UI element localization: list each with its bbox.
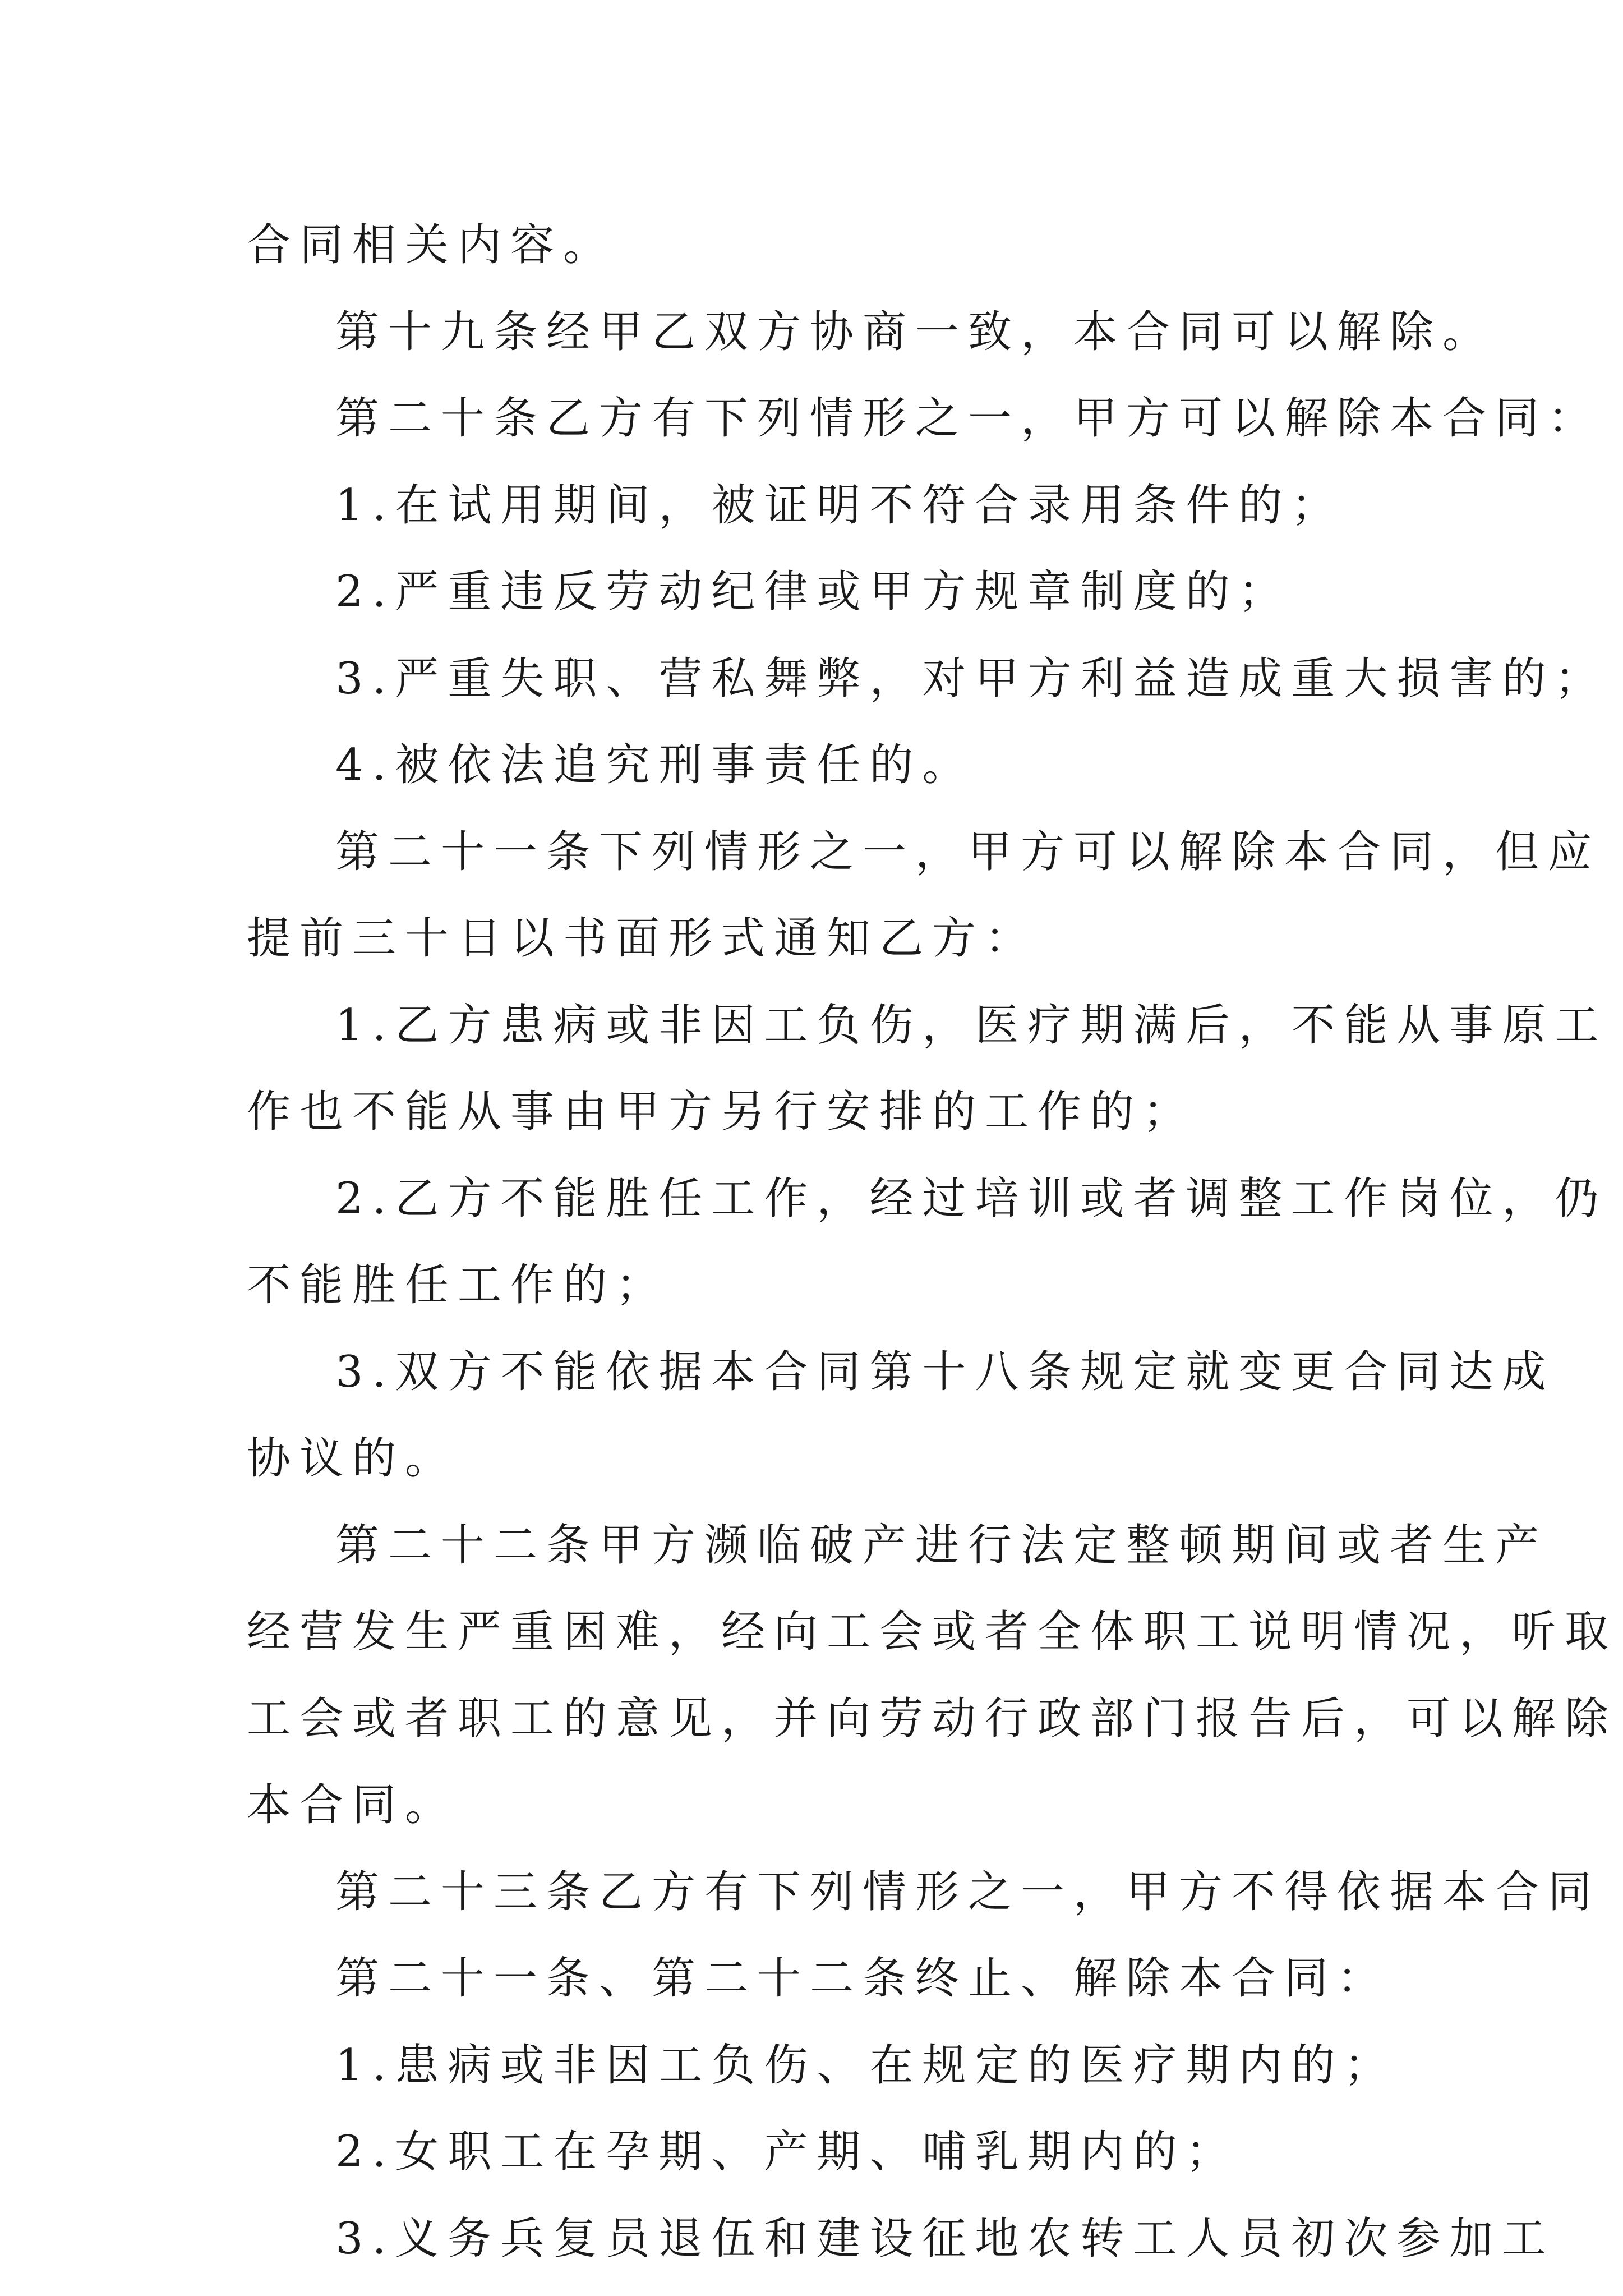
text-line: 第二十一条下列情形之一，甲方可以解除本合同，但应 bbox=[335, 826, 1601, 877]
text-line: 协议的。 bbox=[247, 1433, 458, 1484]
text-line: 第二十二条甲方濒临破产进行法定整顿期间或者生产 bbox=[335, 1520, 1548, 1571]
text-line: 1.在试用期间，被证明不符合录用条件的； bbox=[335, 480, 1344, 531]
text-line: 第二十三条乙方有下列情形之一，甲方不得依据本合同 bbox=[335, 1866, 1601, 1917]
text-line: 第二十条乙方有下列情形之一，甲方可以解除本合同： bbox=[335, 393, 1601, 444]
text-line: 工会或者职工的意见，并向劳动行政部门报告后，可以解除 bbox=[247, 1693, 1618, 1744]
text-line: 提前三十日以书面形式通知乙方： bbox=[247, 913, 1038, 964]
text-line: 2.女职工在孕期、产期、哺乳期内的； bbox=[335, 2127, 1239, 2177]
text-line: 第十九条经甲乙双方协商一致，本合同可以解除。 bbox=[335, 306, 1496, 357]
text-line: 合同相关内容。 bbox=[247, 220, 616, 270]
text-line: 2.乙方不能胜任工作，经过培训或者调整工作岗位，仍 bbox=[335, 1173, 1608, 1224]
text-line: 作也不能从事由甲方另行安排的工作的； bbox=[247, 1087, 1196, 1137]
text-line: 1.患病或非因工负伤、在规定的医疗期内的； bbox=[335, 2040, 1397, 2091]
text-line: 3.义务兵复员退伍和建设征地农转工人员初次参加工 bbox=[335, 2213, 1555, 2264]
text-line: 不能胜任工作的； bbox=[247, 1260, 669, 1310]
text-line: 经营发生严重困难，经向工会或者全体职工说明情况，听取 bbox=[247, 1607, 1618, 1657]
contract-body-text bbox=[247, 202, 1618, 2282]
text-line: 3.严重失职、营私舞弊，对甲方利益造成重大损害的； bbox=[335, 653, 1608, 704]
text-line: 第二十一条、第二十二条终止、解除本合同： bbox=[335, 1953, 1390, 2004]
text-line: 本合同。 bbox=[247, 1780, 458, 1830]
text-line: 1.乙方患病或非因工负伤，医疗期满后，不能从事原工 bbox=[335, 1000, 1608, 1051]
text-line: 2.严重违反劳动纪律或甲方规章制度的； bbox=[335, 567, 1292, 617]
text-line: 4.被依法追究刑事责任的。 bbox=[335, 740, 975, 790]
text-line: 3.双方不能依据本合同第十八条规定就变更合同达成 bbox=[335, 1346, 1555, 1397]
